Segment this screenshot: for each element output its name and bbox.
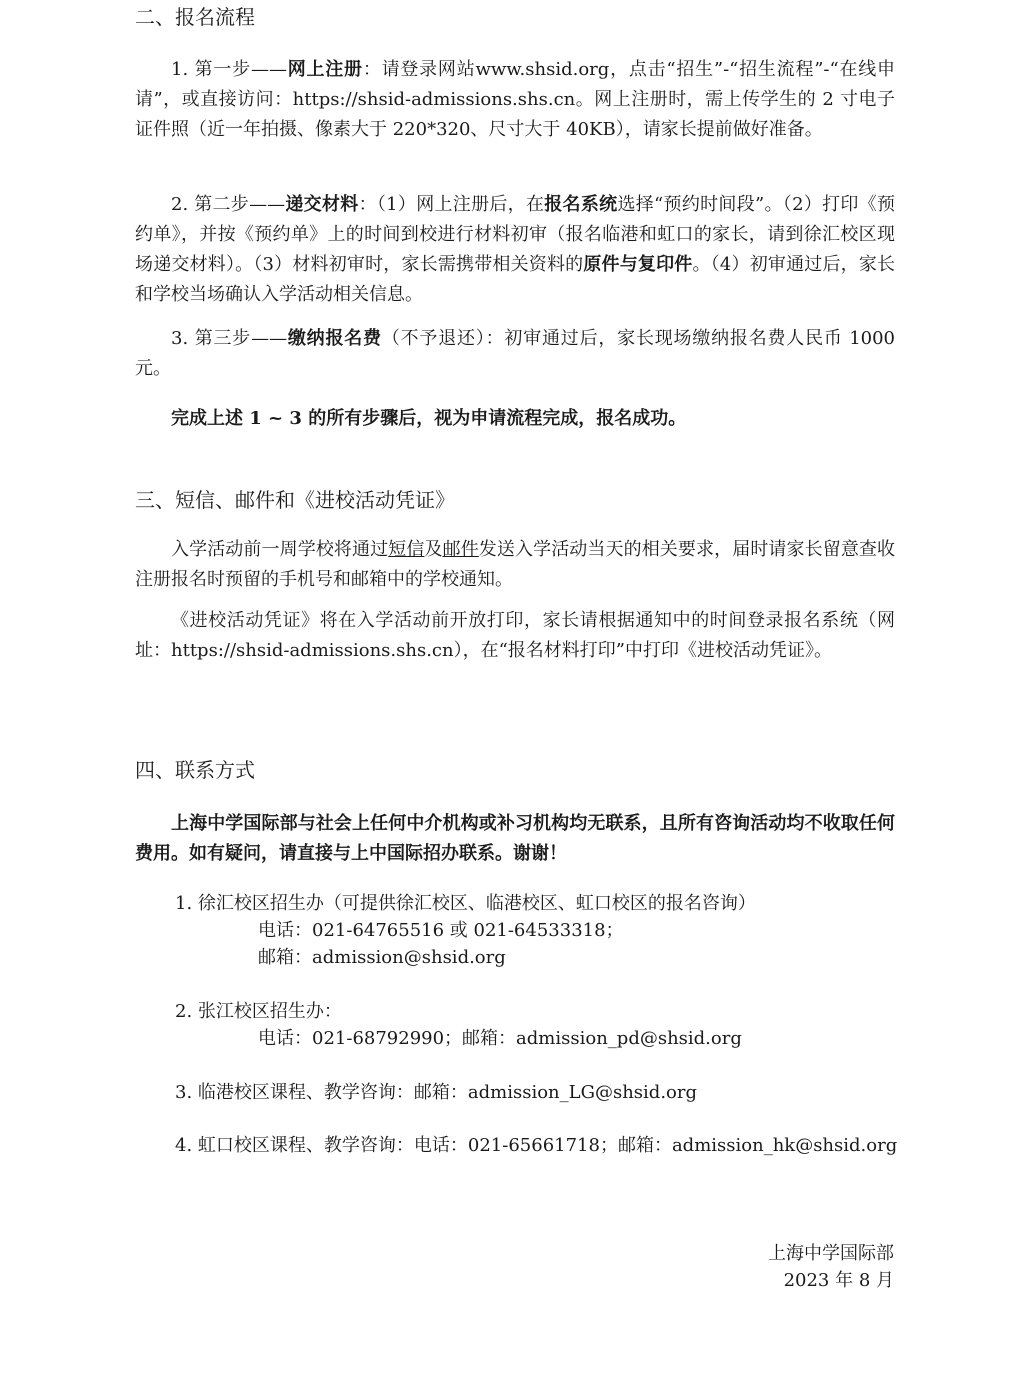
notification-text-a: 入学活动前一周学校将通过 [171, 539, 389, 560]
contact-3: 3. 临港校区课程、教学咨询：邮箱：admission_LG@shsid.org [175, 1082, 697, 1103]
step-2-text-b: 选择“预约时间段”。（2）打印《预约单》，并按《预约单》上的时间到校进行材料初审（报名临港和虹口的家长，请到徐汇校区现场递交材料）。（3）材料初审时，家长需携带相关资料的 [135, 194, 896, 275]
section-3-heading: 三、短信、邮件和《进校活动凭证》 [135, 488, 455, 512]
step-2-title: 递交材料 [285, 194, 359, 215]
contact-1-phone: 电话：021-64765516 或 021-64533318； [258, 920, 624, 941]
step-1-title: 网上注册 [286, 59, 363, 80]
step-2-text-c: 。（4）初审通过后，家长和学校当场确认入学活动相关信息。 [135, 254, 896, 305]
step-2-text-a: ：（1）网上注册后，在 [358, 194, 545, 215]
step-2-bold-system: 报名系统 [544, 194, 618, 215]
and-text: 及 [424, 539, 443, 560]
disclaimer-paragraph: 上海中学国际部与社会上任何中介机构或补习机构均无联系，且所有咨询活动均不收取任何费用。如有疑问，请直接与上中国际招办联系。谢谢！ [135, 813, 895, 864]
step-3-paragraph [135, 324, 895, 384]
completion-note: 完成上述 1 ~ 3 的所有步骤后，视为申请流程完成，报名成功。 [171, 408, 687, 429]
signature-date: 2023 年 8 月 [783, 1270, 894, 1291]
step-2-paragraph [135, 190, 895, 310]
step-2-bold-originals: 原件与复印件 [583, 254, 693, 275]
step-3-title: 缴纳报名费 [287, 328, 382, 349]
signature-org: 上海中学国际部 [768, 1243, 894, 1264]
section-4-heading: 四、联系方式 [135, 758, 255, 782]
contact-1-title: 1. 徐汇校区招生办（可提供徐汇校区、临港校区、虹口校区的报名咨询） [175, 893, 756, 914]
step-1-paragraph [135, 55, 895, 145]
notification-text-b: 发送入学活动当天的相关要求，届时请家长留意查收注册报名时预留的手机号和邮箱中的学校通知。 [135, 539, 896, 590]
step-1-text: ：请登录网站www.shsid.org，点击“招生”-“招生流程”-“在线申请”，或直接访问：https://shsid-admissions.shs.cn。网上注册时，需上传学生的 2 寸电子证件照（近一年拍摄、像素大于 220*320、尺寸大于 40KB），请家长提前做好准备。 [135, 59, 896, 140]
voucher-paragraph: 《进校活动凭证》将在入学活动前开放打印，家长请根据通知中的时间登录报名系统（网址：https://shsid-admissions.shs.cn），在“报名材料打印”中打印《进校活动凭证》。 [135, 610, 895, 661]
step-1-prefix: 1. 第一步—— [171, 59, 287, 80]
contact-1-email: 邮箱：admission@shsid.org [258, 947, 506, 968]
step-3-prefix: 3. 第三步—— [171, 328, 288, 349]
step-2-prefix: 2. 第二步—— [171, 194, 286, 215]
email-text: 邮件 [442, 539, 479, 560]
contact-2-title: 2. 张江校区招生办： [175, 1001, 342, 1022]
notification-paragraph [135, 535, 895, 595]
step-3-text: （不予退还）：初审通过后，家长现场缴纳报名费人民币 1000 元。 [135, 328, 895, 379]
section-2-heading: 二、报名流程 [135, 5, 255, 29]
contact-2-line: 电话：021-68792990；邮箱：admission_pd@shsid.org [258, 1028, 742, 1049]
contact-4: 4. 虹口校区课程、教学咨询：电话：021-65661718；邮箱：admission_hk@shsid.org [175, 1135, 898, 1156]
sms-text: 短信 [388, 539, 425, 560]
